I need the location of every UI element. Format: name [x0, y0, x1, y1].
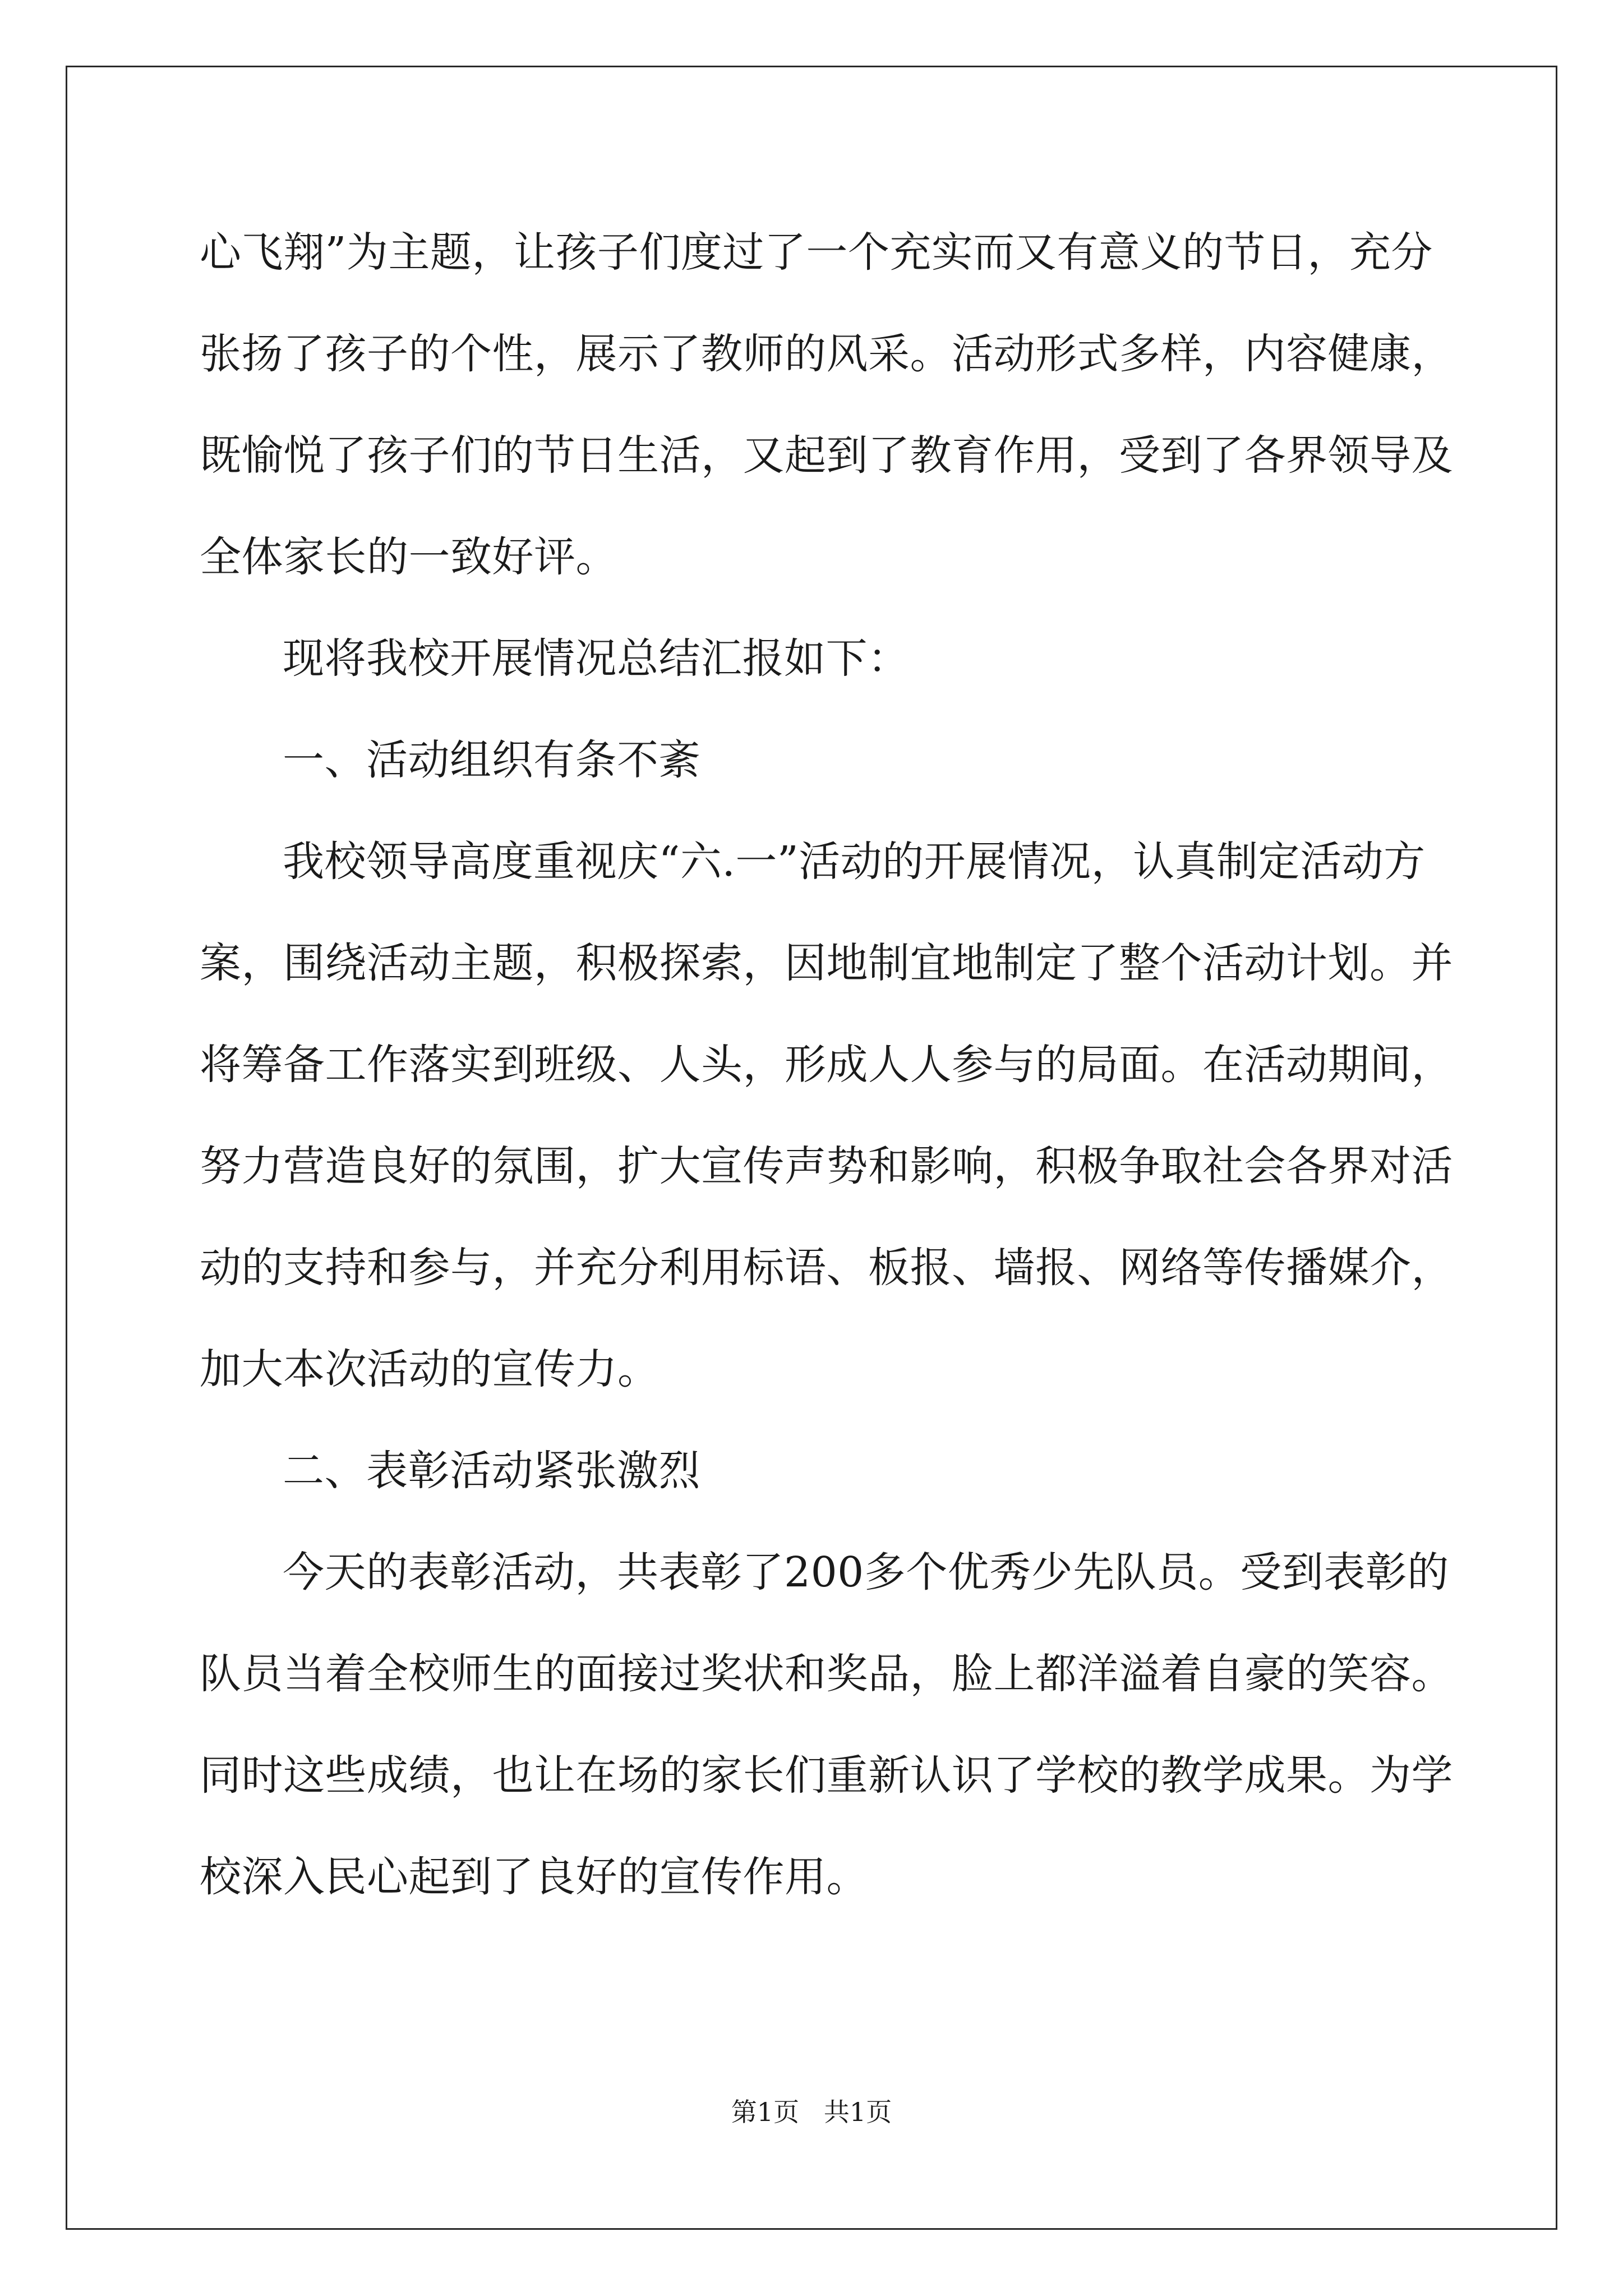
text-line-17: 校深入民心起到了良好的宣传作用。	[200, 1853, 868, 1901]
page-number-footer: 第1页 共1页	[731, 2097, 892, 2127]
text-line-11: 动的支持和参与，并充分利用标语、板报、墙报、网络等传播媒介，	[200, 1244, 1453, 1292]
section-heading-1: 一、活动组织有条不紊	[283, 736, 700, 784]
section-heading-2: 二、表彰活动紧张激烈	[283, 1447, 700, 1495]
text-line-1: 心飞翔”为主题，让孩子们度过了一个充实而又有意义的节日，充分	[200, 228, 1433, 277]
text-line-2: 张扬了孩子的个性，展示了教师的风采。活动形式多样，内容健康，	[200, 330, 1453, 378]
text-line-3: 既愉悦了孩子们的节日生活，又起到了教育作用，受到了各界领导及	[200, 431, 1453, 480]
text-line-4: 全体家长的一致好评。	[200, 533, 617, 581]
text-line-9: 将筹备工作落实到班级、人头，形成人人参与的局面。在活动期间，	[200, 1041, 1453, 1089]
text-line-16: 同时这些成绩，也让在场的家长们重新认识了学校的教学成果。为学	[200, 1751, 1453, 1800]
text-line-5: 现将我校开展情况总结汇报如下：	[283, 634, 910, 683]
text-line-10: 努力营造良好的氛围，扩大宣传声势和影响，积极争取社会各界对活	[200, 1142, 1453, 1190]
text-line-12: 加大本次活动的宣传力。	[200, 1345, 660, 1393]
text-line-14: 今天的表彰活动，共表彰了200多个优秀少先队员。受到表彰的	[283, 1548, 1449, 1596]
text-line-8: 案，围绕活动主题，积极探索，因地制宜地制定了整个活动计划。并	[200, 939, 1453, 987]
text-line-15: 队员当着全校师生的面接过奖状和奖品，脸上都洋溢着自豪的笑容。	[200, 1650, 1453, 1698]
text-line-7: 我校领导高度重视庆“六.一”活动的开展情况，认真制定活动方	[283, 838, 1426, 886]
